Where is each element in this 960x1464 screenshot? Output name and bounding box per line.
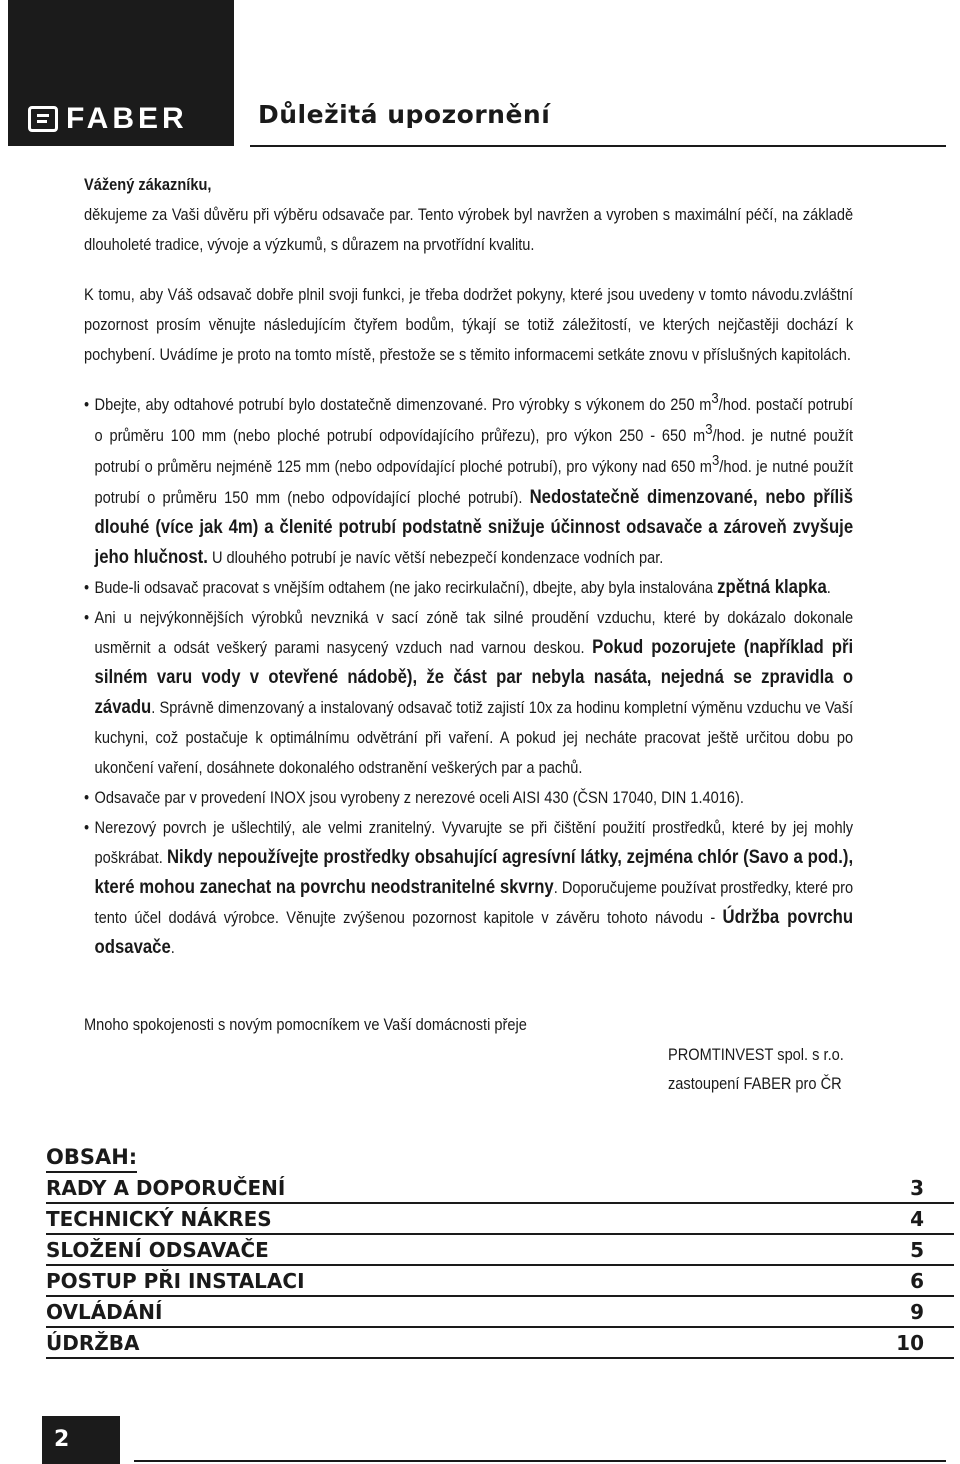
list-item-stainless-care: • Nerezový povrch je ušlechtilý, ale velmi zranitelný. Vyvarujte se při čištění použití prostředků, které by jej mohly poškrábat. Nikdy nepoužívejte prostředky obsahující agresívní látky, zejména chlór (Savo a pod.), které mohou zanechat na povrchu neodstranitelné skvrny. Doporučujeme používat prostředky, které pro tento účel dodává výrobce. Věnujte zvýšenou pozornost kapitole v závěru tohoto návodu - Údržba povrchu odsavače. — [84, 813, 853, 963]
logo-block — [8, 0, 234, 146]
notice-list — [84, 390, 853, 963]
toc-heading: OBSAH: — [46, 1143, 137, 1173]
list-item-duct-size: • Dbejte, aby odtahové potrubí bylo dostatečně dimenzované. Pro výrobky s výkonem do 250 m3/hod. postačí potrubí o průměru 100 mm (nebo ploché potrubí odpovídajícího průřezu), pro výkon 250 - 650 m3/hod. je nutné použít potrubí o průměru nejméně 125 mm (nebo odpovídající ploché potrubí), pro výkony nad 650 m3/hod. je nutné použít potrubí o průměru 150 mm (nebo odpovídající ploché potrubí). Nedostatečně dimenzované, nebo příliš dlouhé (více jak 4m) a členité potrubí podstatně snižuje účinnost odsavače a zároveň zvyšuje jeho hlučnost. U dlouhého potrubí je navíc větší nebezpečí kondenzace vodních par. — [84, 390, 853, 573]
toc-row[interactable]: OVLÁDÁNÍ 9 — [46, 1297, 954, 1328]
toc-row[interactable]: SLOŽENÍ ODSAVAČE 5 — [46, 1235, 954, 1266]
faber-logo — [28, 102, 188, 136]
main-content — [84, 170, 853, 963]
greeting: Vážený zákazníku, — [84, 175, 212, 194]
toc-row[interactable]: RADY A DOPORUČENÍ 3 — [46, 1173, 954, 1204]
toc-row[interactable]: POSTUP PŘI INSTALACI 6 — [46, 1266, 954, 1297]
list-item-inox: • Odsavače par v provedení INOX jsou vyrobeny z nerezové oceli AISI 430 (ČSN 17040, DIN 1.4016). — [84, 783, 853, 813]
footer-divider — [134, 1460, 946, 1462]
intro-paragraph-1: děkujeme za Vaši důvěru při výběru odsavače par. Tento výrobek byl navržen a vyroben s maximální péčí, na základě dlouholeté tradice, vývoje a výzkumů, s důrazem na prvotřídní kvalitu. — [84, 205, 854, 254]
faber-logo-icon — [28, 106, 58, 132]
toc-row[interactable]: ÚDRŽBA 10 — [46, 1328, 954, 1359]
page-title: Důležitá upozornění — [258, 100, 551, 129]
closing-text: Mnoho spokojenosti s novým pomocníkem ve Vaší domácnosti přeje — [84, 1015, 527, 1034]
list-item-check-valve: • Bude-li odsavač pracovat s vnějším odtahem (ne jako recirkulační), dbejte, aby byla instalována zpětná klapka. — [84, 573, 853, 603]
toc-row[interactable]: TECHNICKÝ NÁKRES 4 — [46, 1204, 954, 1235]
page-number: 2 — [42, 1416, 120, 1464]
table-of-contents — [46, 1143, 954, 1359]
warning-text: Nedostatečně dimenzované, nebo příliš dlouhé (více jak 4m) a členité potrubí podstatně snižuje účinnost odsavače a zároveň zvyšuje jeho hlučnost. — [94, 487, 854, 568]
representation: zastoupení FABER pro ČR — [668, 1074, 842, 1093]
company-name: PROMTINVEST spol. s r.o. — [668, 1045, 844, 1064]
logo-text: FABER — [66, 102, 188, 135]
title-divider — [250, 145, 946, 147]
signature-block — [668, 1040, 844, 1098]
intro-paragraph-2: K tomu, aby Váš odsavač dobře plnil svoji funkci, je třeba dodržet pokyny, které jsou uvedeny v tomto návodu.zvláštní pozornost prosím věnujte následujícím čtyřem bodům, týkají se totiž záležitostí, ve kterých nejčastěji dochází k pochybení. Uvádíme je proto na tomto místě, přestože se s těmito informacemi setkáte znovu v příslušných kapitolách. — [84, 285, 854, 364]
list-item-airflow: • Ani u nejvýkonnějších výrobků nevzniká v sací zóně tak silné proudění vzduchu, které by dokázalo dokonale usměrnit a odsát veškerý parami nasycený vzduch nad varnou deskou. Pokud pozorujete (například při silném varu vody v otevřené nádobě), že část par nebyla nasáta, nejedná se zpravidla o závadu. Správně dimenzovaný a instalovaný odsavač totiž zajistí 10x za hodinu kompletní výměnu vzduchu ve Vaší kuchyni, což postačuje k optimálnímu odvětrání při vaření. A pokud jej necháte pracovat ještě určitou dobu po ukončení vaření, dosáhnete dokonalého odstranění veškerých par a pachů. — [84, 603, 853, 783]
